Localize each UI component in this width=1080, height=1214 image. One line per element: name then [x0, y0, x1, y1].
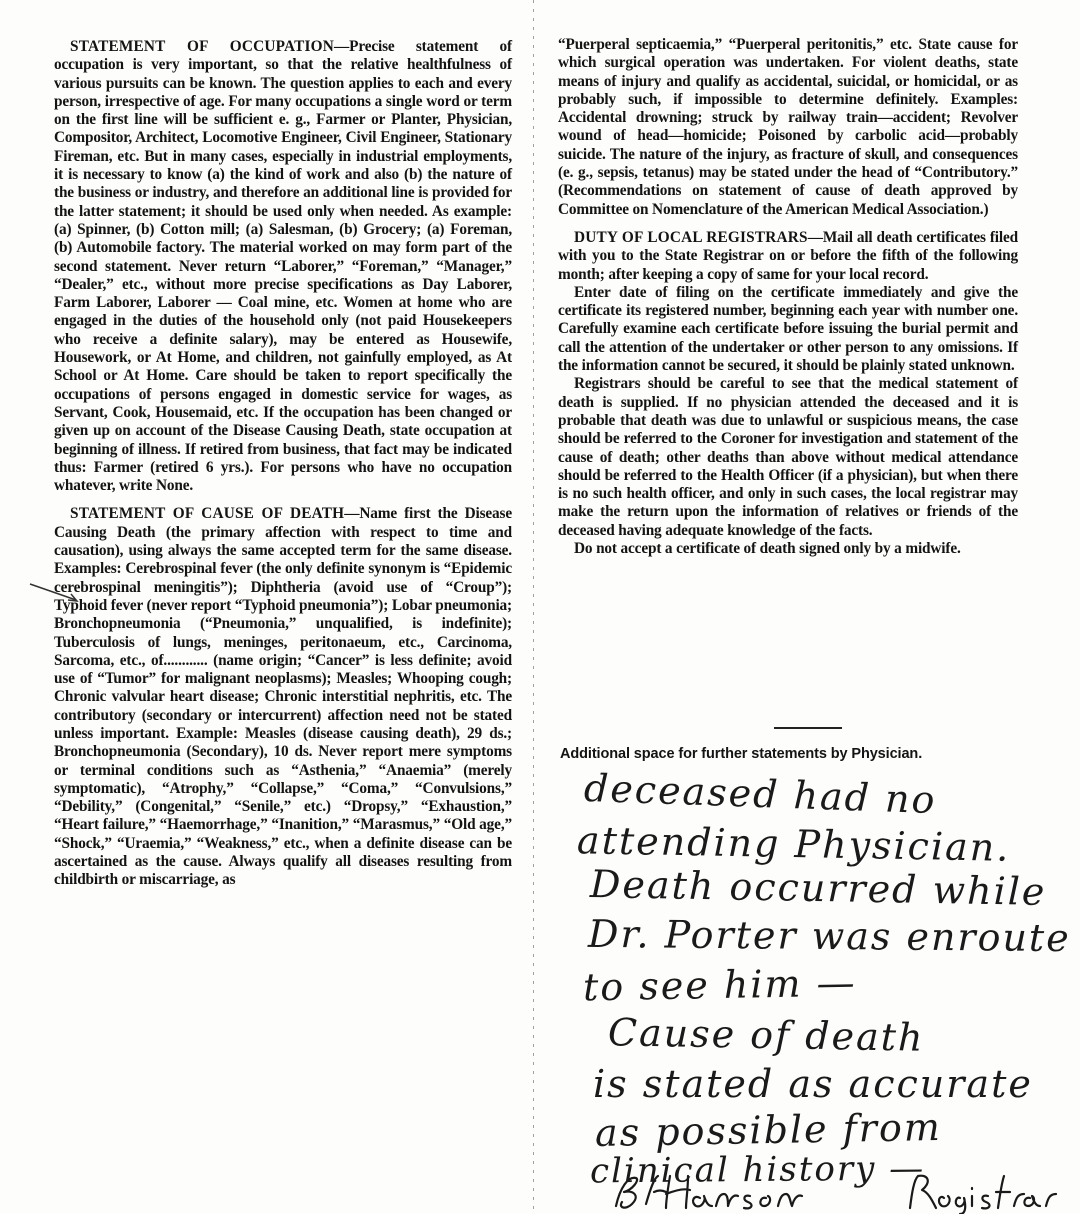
registrars-text: —Mail all death certificates filed with you to the State Registrar on or before the fifth of the following month; after keeping a copy of same for your local record.: [558, 228, 1018, 283]
page-fold-line: [533, 0, 534, 1214]
cause-heading: STATEMENT OF CAUSE OF DEATH: [70, 505, 345, 523]
handwritten-line: to see him —: [582, 960, 857, 1010]
handwritten-line: clinical history —: [589, 1148, 926, 1192]
cause-text: —Name first the Disease Causing Death (the primary affection with respect to time and causation), using always the same accepted term for the same disease. Examples: Cerebrospinal fever (the only definite synonym is “Epidemic cerebrospinal meningitis”); Diphtheria (avoid use of “Croup”); Typhoid fever (never report “Typhoid pneumonia”); Lobar pneumonia; Bronchopneumonia (“Pneumonia,” unqualified, is indefinite); Tuberculosis of lungs, meninges, peritonaeum, etc., Carcinoma, Sarcoma, etc., of............ (name origin; “Cancer” is less definite; avoid use of “Tumor” for malignant neoplasms); Measles; Whooping cough; Chronic valvular heart disease; Chronic interstitial nephritis, etc. The contributory (secondary or intercurrent) affection need not be stated unless important. Example: Measles (disease causing death), 29 ds.; Bronchopneumonia (Secondary), 10 ds. Never report mere symptoms or terminal conditions such as “Asthenia,” “Anaemia” (merely symptomatic), “Atrophy,” “Collapse,” “Coma,” “Convulsions,” “Debility,” (Congenital,” “Senile,” etc.) “Dropsy,” “Exhaustion,” “Heart failure,” “Haemorrhage,” “Inanition,” “Marasmus,” “Old age,” “Shock,” “Uraemia,” “Weakness,” etc., when a definite disease can be ascertained as the cause. Always qualify all diseases resulting from childbirth or miscarriage, as: [54, 505, 512, 889]
handwritten-line: Death occurred while: [589, 862, 1047, 914]
cause-continuation-text: “Puerperal septicaemia,” “Puerperal peritonitis,” etc. State cause for which surgical operation was undertaken. For violent deaths, state means of injury and qualify as accidental, suicidal, or homicidal, or as probably such, if impossible to determine definitely. Examples: Accidental drowning; struck by railway train—accident; Revolver wound of head—homicide; Poisoned by carbolic acid—probably suicide. The nature of the injury, as fracture of skull, and consequences (e. g., sepsis, tetanus) may be stated under the head of “Contributory.” (Recommendations on statement of cause of death approved by Committee on Nomenclature of the American Medical Association.): [558, 36, 1018, 218]
registrars-paragraph-2: Enter date of filing on the certificate immediately and give the certificate its registered number, beginning each year with number one. Carefully examine each certificate before issuing the burial permit and call the attention of the undertaker or other person to any omissions. If the information cannot be secured, it should be plainly stated unknown.: [558, 283, 1018, 375]
handwritten-line: as possible from: [594, 1104, 943, 1156]
registrars-paragraph-4: Do not accept a certificate of death signed only by a midwife.: [574, 540, 961, 558]
physician-space-label: Additional space for further statements by Physician.: [560, 746, 923, 762]
occupation-heading: STATEMENT OF OCCUPATION: [70, 38, 334, 55]
occupation-section: [54, 38, 512, 495]
right-column: [558, 36, 1018, 558]
left-column: [54, 38, 512, 890]
cause-section: [54, 505, 512, 889]
registrar-signature: [610, 1168, 1080, 1214]
handwritten-line: attending Physician.: [576, 818, 1011, 870]
occupation-text: —Precise statement of occupation is very important, so that the relative healthfulness of various pursuits can be known. The question applies to each and every person, irrespective of age. For many occupations a single word or term on the first line will be sufficient e. g., Farmer or Planter, Physician, Compositor, Architect, Locomotive Engineer, Civil Engineer, Stationary Fireman, etc. But in many cases, especially in industrial employments, it is necessary to know (a) the kind of work and also (b) the nature of the business or industry, and therefore an additional line is provided for the latter statement; it should be used only when needed. As example: (a) Spinner, (b) Cotton mill; (a) Salesman, (b) Grocery; (a) Foreman, (b) Automobile factory. The material worked on may form part of the second statement. Never return “Laborer,” “Foreman,” “Manager,” “Dealer,” etc., without more precise specifications as Day Laborer, Farm Laborer, Laborer — Coal mine, etc. Women at home who are engaged in the duties of the household only (not paid Housekeepers who receive a definite salary), may be entered as Housewife, Housework, or At Home, and children, not gainfully employed, as At School or At Home. Care should be taken to report specifically the occupations of persons engaged in domestic service for wages, as Servant, Cook, Housemaid, etc. If the occupation has been changed or given up on account of the Disease Causing Death, state occupation at beginning of illness. If retired from business, that fact may be indicated thus: Farmer (retired 6 yrs.). For persons who have no occupation whatever, write None.: [54, 38, 512, 495]
handwritten-line: is stated as accurate: [593, 1062, 1033, 1106]
handwritten-line: deceased had no: [583, 765, 938, 823]
handwritten-line: Cause of death: [607, 1010, 925, 1060]
handwritten-line: Dr. Porter was enroute: [587, 911, 1071, 961]
registrars-section: [558, 229, 1018, 284]
registrars-heading: DUTY OF LOCAL REGISTRARS: [574, 228, 808, 246]
registrars-paragraph-3: Registrars should be careful to see that the medical statement of death is supplied. If no physician attended the deceased and it is probable that death was due to unlawful or suspicious means, the case should be referred to the Coroner for investigation and statement of the cause of death; other deaths than above without medical attendance should be referred to the Health Officer (if a physician), but when there is no such health officer, and only in such cases, the local registrar may make the return upon the information of relatives or friends of the deceased having adequate knowledge of the facts.: [558, 375, 1018, 539]
section-divider: [774, 727, 842, 729]
